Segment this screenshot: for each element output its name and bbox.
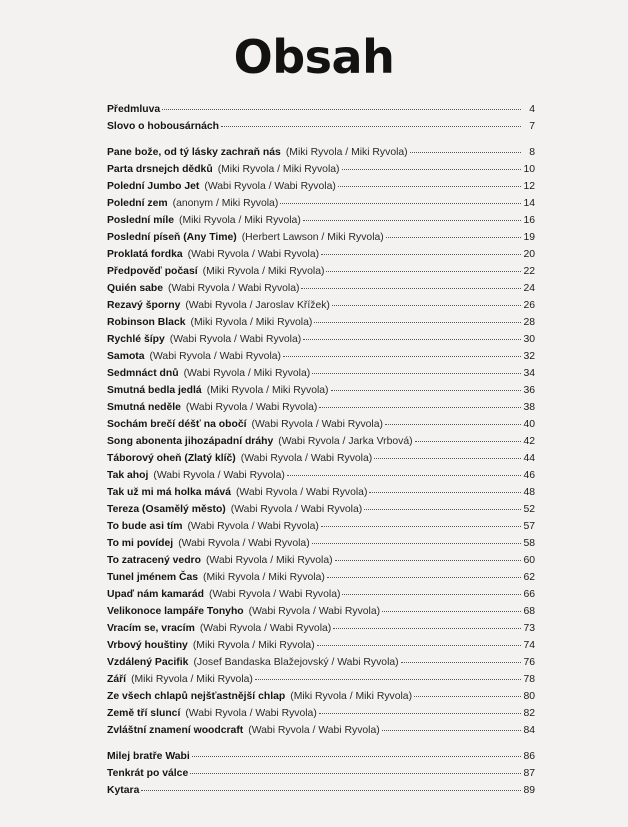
entry-title: Sedmnáct dnů [107,368,179,379]
toc-entry[interactable] [107,331,535,348]
entry-authors: (Wabi Ryvola / Wabi Ryvola) [149,351,281,362]
toc-entry[interactable] [107,535,535,552]
toc-entry[interactable] [107,484,535,501]
entry-page-number: 28 [523,317,535,328]
dot-leader [321,254,521,255]
entry-title: Pane bože, od tý lásky zachraň nás [107,147,281,158]
dot-leader [314,322,521,323]
entry-authors: (Wabi Ryvola / Wabi Ryvola) [199,623,332,634]
toc-entry[interactable] [107,586,535,603]
dot-leader [374,458,521,459]
entry-authors: (Miki Ryvola / Miki Ryvola) [190,317,313,328]
entry-title: Polední Jumbo Jet [107,181,200,192]
entry-page-number: 48 [523,487,535,498]
dot-leader [410,152,521,153]
dot-leader [303,339,521,340]
entry-title: Proklatá fordka [107,249,183,260]
entry-authors: (Wabi Ryvola / Miki Ryvola) [183,368,311,379]
entry-title: Samota [107,351,145,362]
entry-page-number: 44 [523,453,535,464]
toc-entry[interactable] [107,195,535,212]
entry-title: Song abonenta jihozápadní dráhy [107,436,274,447]
entry-page-number: 20 [523,249,535,260]
entry-title: Země tří sluncí [107,708,181,719]
entry-title: Tunel jménem Čas [107,572,199,583]
toc-section [107,144,535,739]
dot-leader [335,560,521,561]
entry-authors: (Josef Bandaska Blažejovský / Wabi Ryvola) [193,657,399,668]
entry-page-number: 73 [523,623,535,634]
entry-page-number: 40 [523,419,535,430]
entry-title: Milej bratře Wabi [107,751,190,762]
entry-authors: (Miki Ryvola / Miki Ryvola) [206,385,329,396]
toc-entry[interactable] [107,144,535,161]
entry-title: Ze všech chlapů nejšťastnější chlap [107,691,286,702]
dot-leader [327,577,521,578]
entry-authors: (Wabi Ryvola / Jarka Vrbová) [278,436,413,447]
toc-section [107,748,535,799]
entry-title: Táborový oheň (Zlatý klíč) [107,453,236,464]
entry-title: Tereza (Osamělý město) [107,504,226,515]
entry-title: Parta drsnejch dědků [107,164,213,175]
toc-entry[interactable] [107,748,535,765]
toc-entry[interactable] [107,314,535,331]
entry-page-number: 24 [523,283,535,294]
toc-entry[interactable] [107,212,535,229]
dot-leader [141,790,521,791]
toc-entry[interactable] [107,467,535,484]
toc-entry[interactable] [107,705,535,722]
entry-title: Tenkrát po válce [107,768,189,779]
entry-authors: (Wabi Ryvola / Miki Ryvola) [205,555,333,566]
entry-page-number: 42 [523,436,535,447]
entry-page-number: 66 [523,589,535,600]
entry-title: Poslední píseň (Any Time) [107,232,237,243]
dot-leader [162,109,521,110]
toc-entry[interactable] [107,765,535,782]
entry-authors: (Wabi Ryvola / Wabi Ryvola) [235,487,368,498]
dot-leader [415,441,521,442]
entry-page-number: 58 [523,538,535,549]
toc-entry[interactable] [107,297,535,314]
entry-title: Vracím se, vracím [107,623,195,634]
toc-entry[interactable] [107,101,535,118]
toc-entry[interactable] [107,782,535,799]
toc-entry[interactable] [107,433,535,450]
entry-title: Rezavý šporny [107,300,181,311]
entry-authors: (Wabi Ryvola / Wabi Ryvola) [248,606,381,617]
entry-authors: (Miki Ryvola / Miki Ryvola) [178,215,301,226]
entry-authors: (Miki Ryvola / Miki Ryvola) [131,674,253,685]
toc-entry[interactable] [107,365,535,382]
dot-leader [283,356,521,357]
toc-entry[interactable] [107,518,535,535]
entry-title: Slovo o hobousárnách [107,121,219,132]
entry-page-number: 22 [523,266,535,277]
entry-authors: (Wabi Ryvola / Wabi Ryvola) [208,589,341,600]
entry-title: Kytara [107,785,140,796]
entry-title: Rychlé šípy [107,334,165,345]
toc-entry[interactable] [107,637,535,654]
dot-leader [303,220,521,221]
entry-page-number: 26 [523,300,535,311]
entry-title: Polední zem [107,198,168,209]
entry-page-number: 14 [523,198,535,209]
entry-page-number: 7 [529,121,535,132]
dot-leader [386,237,521,238]
entry-title: Tak už mi má holka mává [107,487,231,498]
entry-page-number: 78 [523,674,535,685]
dot-leader [401,662,521,663]
toc-entry[interactable] [107,161,535,178]
entry-title: To zatracený vedro [107,555,201,566]
entry-authors: (Miki Ryvola / Miki Ryvola) [217,164,340,175]
entry-authors: (Wabi Ryvola / Wabi Ryvola) [185,708,317,719]
entry-title: Vrbový houštiny [107,640,188,651]
dot-leader [326,271,521,272]
dot-leader [342,594,521,595]
entry-page-number: 62 [523,572,535,583]
dot-leader [333,628,521,629]
entry-page-number: 16 [523,215,535,226]
toc-entry[interactable] [107,671,535,688]
entry-authors: (Wabi Ryvola / Wabi Ryvola) [251,419,383,430]
toc-entry[interactable] [107,399,535,416]
dot-leader [385,424,521,425]
entry-authors: (Miki Ryvola / Miki Ryvola) [285,147,408,158]
entry-page-number: 52 [523,504,535,515]
entry-authors: (Miki Ryvola / Miki Ryvola) [203,572,325,583]
entry-authors: (Herbert Lawson / Miki Ryvola) [241,232,384,243]
entry-page-number: 80 [523,691,535,702]
dot-leader [190,773,521,774]
entry-title: Předmluva [107,104,161,115]
entry-title: To mi povídej [107,538,174,549]
entry-page-number: 87 [523,768,535,779]
entry-authors: (Wabi Ryvola / Wabi Ryvola) [248,725,380,736]
entry-page-number: 8 [529,147,535,158]
dot-leader [331,390,521,391]
entry-authors: (Wabi Ryvola / Wabi Ryvola) [187,249,320,260]
toc-entry[interactable] [107,229,535,246]
dot-leader [332,305,521,306]
toc-entry[interactable] [107,552,535,569]
entry-authors: (Miki Ryvola / Miki Ryvola) [202,266,325,277]
entry-page-number: 30 [523,334,535,345]
entry-page-number: 32 [523,351,535,362]
dot-leader [280,203,521,204]
entry-title: Velikonoce lampáře Tonyho [107,606,244,617]
dot-leader [301,288,521,289]
page-title: Obsah [233,30,395,84]
toc-entry[interactable] [107,450,535,467]
entry-title: Robinson Black [107,317,186,328]
entry-page-number: 19 [523,232,535,243]
dot-leader [319,713,521,714]
entry-authors: (Wabi Ryvola / Wabi Ryvola) [169,334,302,345]
entry-title: Předpověď počasí [107,266,198,277]
toc-entry[interactable] [107,416,535,433]
entry-page-number: 46 [523,470,535,481]
entry-authors: (Wabi Ryvola / Wabi Ryvola) [204,181,336,192]
toc-entry[interactable] [107,382,535,399]
entry-page-number: 86 [523,751,535,762]
entry-title: Září [107,674,127,685]
entry-authors: (Wabi Ryvola / Jaroslav Křížek) [185,300,330,311]
entry-page-number: 4 [529,104,535,115]
toc-entry[interactable] [107,178,535,195]
toc-entry[interactable] [107,348,535,365]
dot-leader [382,730,521,731]
dot-leader [369,492,521,493]
toc-section [107,101,535,135]
entry-authors: (Wabi Ryvola / Wabi Ryvola) [187,521,319,532]
table-of-contents [107,101,535,799]
dot-leader [312,543,521,544]
toc-entry[interactable] [107,246,535,263]
toc-entry[interactable] [107,263,535,280]
dot-leader [342,169,522,170]
dot-leader [321,526,521,527]
entry-authors: (Wabi Ryvola / Wabi Ryvola) [168,283,300,294]
dot-leader [312,373,521,374]
entry-title: Upaď nám kamarád [107,589,204,600]
dot-leader [221,126,521,127]
dot-leader [414,696,521,697]
entry-title: Sochám brečí déšť na obočí [107,419,247,430]
toc-entry[interactable] [107,501,535,518]
dot-leader [364,509,521,510]
toc-entry[interactable] [107,280,535,297]
entry-page-number: 60 [523,555,535,566]
entry-title: Smutná bedla jedlá [107,385,202,396]
dot-leader [382,611,521,612]
entry-page-number: 12 [523,181,535,192]
entry-page-number: 89 [523,785,535,796]
toc-entry[interactable] [107,654,535,671]
entry-page-number: 36 [523,385,535,396]
entry-page-number: 84 [523,725,535,736]
entry-authors: (Miki Ryvola / Miki Ryvola) [290,691,413,702]
entry-page-number: 57 [523,521,535,532]
entry-title: Quién sabe [107,283,164,294]
entry-authors: (anonym / Miki Ryvola) [172,198,279,209]
toc-entry[interactable] [107,569,535,586]
toc-entry[interactable] [107,620,535,637]
dot-leader [287,475,521,476]
entry-authors: (Wabi Ryvola / Wabi Ryvola) [178,538,310,549]
entry-page-number: 74 [523,640,535,651]
dot-leader [338,186,521,187]
entry-title: Zvláštní znamení woodcraft [107,725,244,736]
entry-authors: (Wabi Ryvola / Wabi Ryvola) [230,504,363,515]
entry-authors: (Wabi Ryvola / Wabi Ryvola) [185,402,318,413]
toc-entry[interactable] [107,722,535,739]
entry-authors: (Wabi Ryvola / Wabi Ryvola) [153,470,285,481]
toc-entry[interactable] [107,118,535,135]
dot-leader [317,645,521,646]
entry-page-number: 34 [523,368,535,379]
entry-title: Poslední míle [107,215,174,226]
entry-title: Smutná neděle [107,402,181,413]
entry-title: Tak ahoj [107,470,149,481]
toc-entry[interactable] [107,603,535,620]
toc-entry[interactable] [107,688,535,705]
entry-page-number: 68 [523,606,535,617]
entry-authors: (Miki Ryvola / Miki Ryvola) [192,640,315,651]
entry-page-number: 10 [523,164,535,175]
entry-page-number: 76 [523,657,535,668]
entry-authors: (Wabi Ryvola / Wabi Ryvola) [240,453,373,464]
entry-title: Vzdálený Pacifik [107,657,189,668]
entry-page-number: 38 [523,402,535,413]
entry-title: To bude asi tím [107,521,183,532]
dot-leader [319,407,521,408]
dot-leader [255,679,521,680]
entry-page-number: 82 [523,708,535,719]
dot-leader [192,756,521,757]
